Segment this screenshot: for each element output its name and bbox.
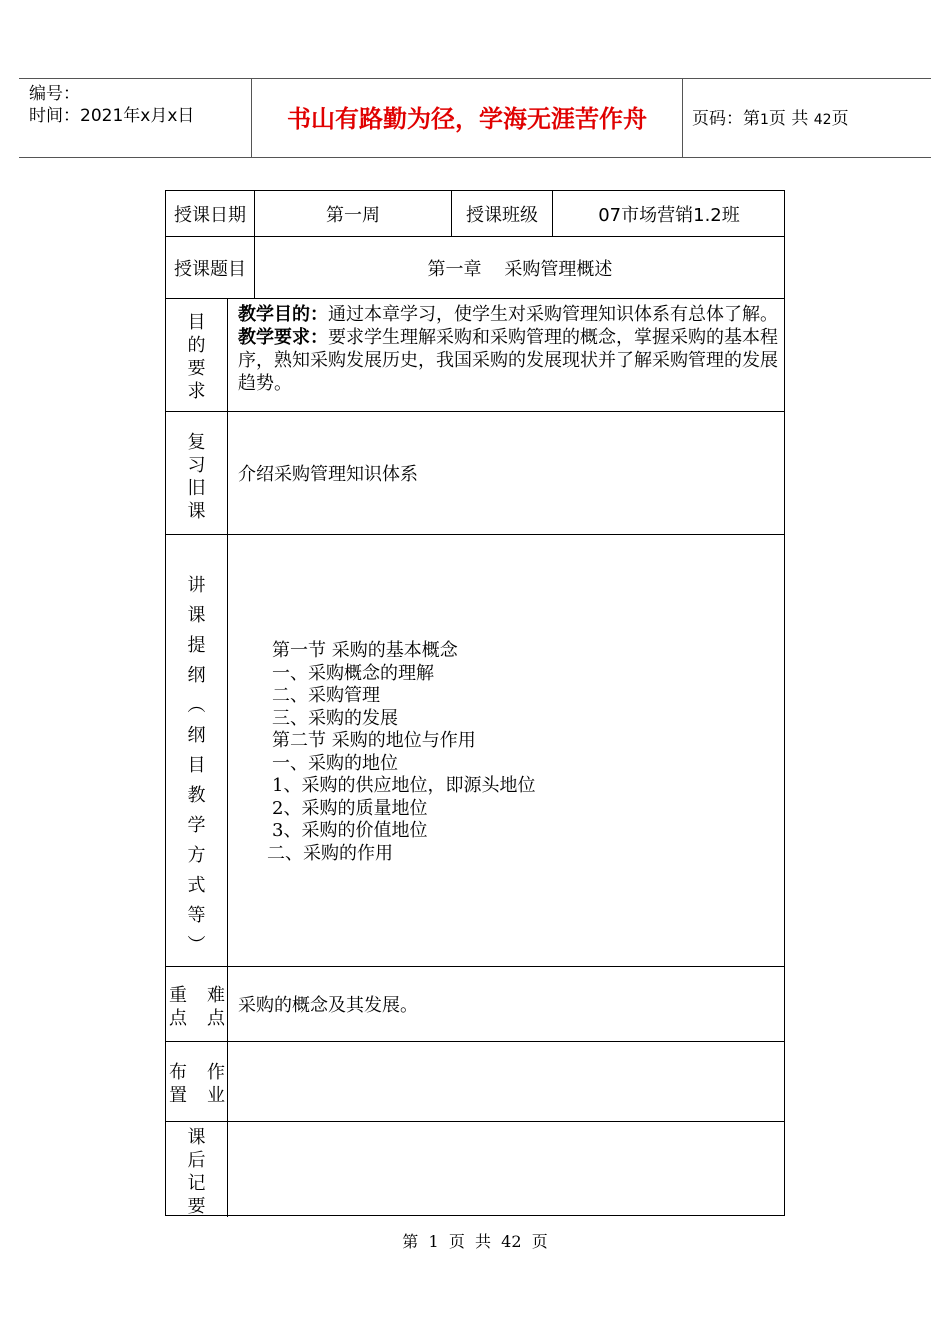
class-label: 授课班级 <box>466 204 538 226</box>
topic-label: 授课题目 <box>174 258 246 280</box>
key-points-label-char: 点 <box>169 1008 187 1029</box>
goals-label-char: 求 <box>187 381 206 402</box>
row-divider <box>166 411 784 412</box>
review-label-char: 复 <box>187 432 206 453</box>
page-total: 42 <box>813 112 832 128</box>
outline-label-char: 方 <box>187 845 206 866</box>
purpose-label: 教学目的： <box>238 304 328 325</box>
goals-label <box>166 311 227 403</box>
class-value: 07市场营销1.2班 <box>598 204 740 226</box>
column-divider <box>227 298 228 1217</box>
notes-label-char: 要 <box>187 1196 206 1217</box>
outline-item: 第二节 采购的地位与作用 <box>272 730 476 751</box>
page-prefix: 页码：第 <box>692 109 760 129</box>
row-divider <box>166 1041 784 1042</box>
key-points-label-char: 点 <box>207 1008 225 1029</box>
goals-label-char: 的 <box>187 335 206 356</box>
notes-label-char: 后 <box>187 1150 206 1171</box>
outline-label <box>166 571 227 961</box>
key-points-label-row <box>169 1007 225 1030</box>
outline-item: 二、采购管理 <box>272 685 380 706</box>
outline-item: 2、采购的质量地位 <box>272 797 428 819</box>
outline-item: 三、采购的发展 <box>272 707 398 729</box>
outline-label-char: 纲 <box>187 665 206 686</box>
goals-label-char: 要 <box>187 358 206 379</box>
outline-list <box>267 640 772 865</box>
page-current: 1 <box>760 112 769 128</box>
homework-label-row <box>169 1084 225 1107</box>
key-points-label-char: 重 <box>169 985 187 1006</box>
row-divider <box>166 966 784 967</box>
homework-label <box>169 1061 225 1107</box>
review-label-char: 习 <box>187 455 206 476</box>
homework-label-char: 作 <box>207 1062 225 1083</box>
requirement-text: 要求学生理解采购和采购管理的概念，掌握采购的基本程序，熟知采购发展历史，我国采购的发展现状并了解采购管理的发展趋势。 <box>238 327 778 394</box>
outline-item: 3、采购的价值地位 <box>272 820 428 841</box>
goals-content <box>238 303 784 395</box>
outline-label-char: 提 <box>187 635 206 656</box>
row-divider <box>166 1121 784 1122</box>
teaching-requirement <box>238 326 784 395</box>
review-label <box>166 431 227 523</box>
homework-label-char: 业 <box>207 1085 225 1106</box>
lesson-plan-table <box>165 190 785 1216</box>
outline-item: 一、采购概念的理解 <box>272 662 434 684</box>
outline-label-char: 教 <box>187 785 206 806</box>
outline-label-char: 纲 <box>187 725 206 746</box>
row-divider <box>166 534 784 535</box>
header-divider <box>682 79 683 157</box>
outline-label-char: ︵ <box>187 695 206 716</box>
date-value: 第一周 <box>326 204 380 226</box>
outline-label-char: 学 <box>187 815 206 836</box>
outline-item: 一、采购的地位 <box>272 752 398 774</box>
goals-label-char: 目 <box>187 312 206 333</box>
header-motto: 书山有路勤为径，学海无涯苦作舟 <box>287 105 647 133</box>
page-footer: 第 1 页 共 42 页 <box>402 1232 548 1251</box>
teaching-purpose <box>238 303 784 326</box>
key-points-label-char: 难 <box>207 985 225 1006</box>
homework-label-char: 置 <box>169 1085 187 1106</box>
header-meta <box>29 83 194 127</box>
notes-label-char: 记 <box>187 1173 206 1194</box>
review-label-char: 课 <box>187 501 206 522</box>
homework-label-row <box>169 1061 225 1084</box>
page-header <box>19 78 931 158</box>
page-mid: 页 共 <box>768 109 809 129</box>
outline-item: 第一节 采购的基本概念 <box>272 640 458 661</box>
outline-label-char: 讲 <box>187 575 206 596</box>
time-label: 时间：2021年x月x日 <box>29 106 195 126</box>
outline-label-char: 课 <box>187 605 206 626</box>
review-label-char: 旧 <box>187 478 206 499</box>
outline-label-char: 式 <box>187 875 206 896</box>
outline-item: 1、采购的供应地位，即源头地位 <box>272 775 536 796</box>
requirement-label: 教学要求： <box>238 327 328 348</box>
outline-label-char: 目 <box>187 755 206 776</box>
row-divider <box>166 298 784 299</box>
review-text: 介绍采购管理知识体系 <box>238 464 418 485</box>
number-label: 编号： <box>29 84 80 104</box>
homework-label-char: 布 <box>169 1062 187 1083</box>
outline-label-char: ︶ <box>187 935 206 956</box>
notes-label-char: 课 <box>187 1127 206 1148</box>
purpose-text: 通过本章学习，使学生对采购管理知识体系有总体了解。 <box>328 304 778 325</box>
outline-label-char: 等 <box>187 905 206 926</box>
date-label: 授课日期 <box>174 204 246 226</box>
header-page-number <box>692 79 849 157</box>
key-points-label-row <box>169 984 225 1007</box>
notes-label <box>166 1126 227 1218</box>
key-points-text: 采购的概念及其发展。 <box>238 995 418 1016</box>
outline-item: 二、采购的作用 <box>267 842 393 864</box>
key-points-label <box>169 984 225 1030</box>
topic-value: 第一章 采购管理概述 <box>427 258 613 280</box>
page-suffix: 页 <box>831 109 849 129</box>
